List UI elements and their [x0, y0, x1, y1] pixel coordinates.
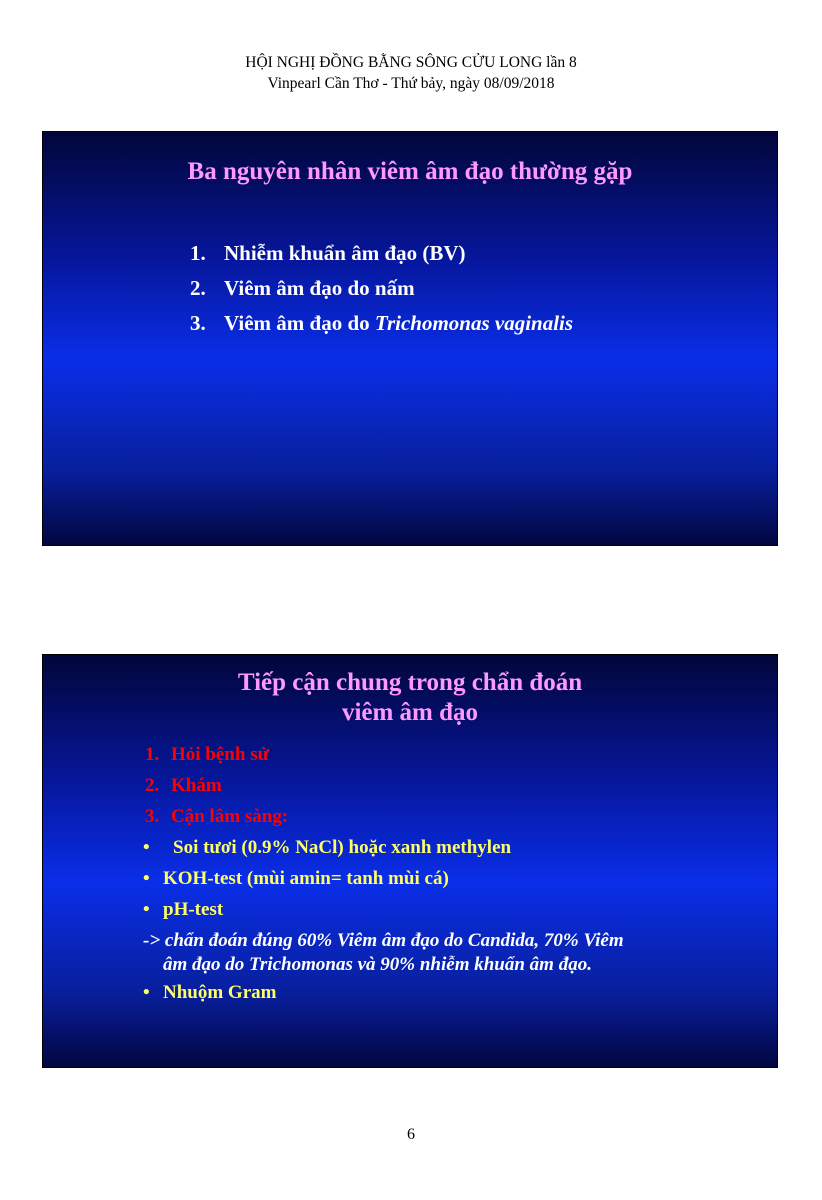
- list-item: [190, 306, 573, 341]
- bullet-mark: •: [143, 982, 150, 1003]
- item-text-italic: Trichomonas vaginalis: [374, 311, 574, 335]
- slide-causes: [42, 131, 778, 546]
- list-item: [145, 739, 288, 770]
- slide-diagnosis-approach: [42, 654, 778, 1068]
- document-header: [0, 52, 822, 94]
- item-number: 1.: [190, 241, 206, 265]
- header-venue-date: Vinpearl Cần Thơ - Thứ bảy, ngày 08/09/2018: [267, 75, 555, 92]
- item-text: Cận lâm sàng:: [171, 806, 289, 827]
- item-number: 3.: [190, 311, 206, 335]
- bullet-item: [143, 894, 223, 925]
- item-text: Khám: [171, 775, 222, 796]
- bullet-text: pH-test: [163, 899, 224, 920]
- sensitivity-note: [143, 929, 743, 977]
- bullet-text: Soi tươi (0.9% NaCl) hoặc xanh methylen: [173, 837, 512, 858]
- slide-title-line: viêm âm đạo: [341, 699, 479, 726]
- list-item: [190, 271, 573, 306]
- bullet-item: [143, 832, 511, 863]
- note-line: âm đạo do Trichomonas và 90% nhiễm khuẩn âm đạo.: [163, 954, 592, 975]
- bullet-mark: •: [143, 899, 150, 920]
- bullet-mark: •: [143, 868, 150, 889]
- item-number: 1.: [145, 744, 160, 765]
- item-number: 2.: [145, 775, 160, 796]
- bullet-mark: •: [143, 837, 150, 858]
- slide-title: [43, 668, 777, 728]
- slide-title-line: Tiếp cận chung trong chẩn đoán: [237, 669, 583, 696]
- causes-list: [190, 236, 573, 341]
- bullet-text: Nhuộm Gram: [163, 982, 277, 1003]
- item-number: 3.: [145, 806, 160, 827]
- page-number: 6: [407, 1126, 415, 1143]
- item-text: Nhiễm khuẩn âm đạo (BV): [224, 241, 466, 265]
- steps-list: [145, 739, 288, 832]
- list-item: [190, 236, 573, 271]
- note-line: -> chẩn đoán đúng 60% Viêm âm đạo do Candida, 70% Viêm: [143, 930, 624, 951]
- list-item: [145, 801, 288, 832]
- list-item: [145, 770, 288, 801]
- item-text: Viêm âm đạo do nấm: [224, 276, 415, 300]
- bullet-text: KOH-test (mùi amin= tanh mùi cá): [163, 868, 449, 889]
- item-number: 2.: [190, 276, 206, 300]
- item-text: Hỏi bệnh sử: [171, 744, 269, 765]
- bullet-item: [143, 977, 276, 1008]
- header-conference-title: HỘI NGHỊ ĐỒNG BẰNG SÔNG CỬU LONG lần 8: [245, 54, 577, 71]
- slide-title: Ba nguyên nhân viêm âm đạo thường gặp: [187, 158, 633, 185]
- item-text: Viêm âm đạo do: [224, 311, 375, 335]
- bullet-item: [143, 863, 449, 894]
